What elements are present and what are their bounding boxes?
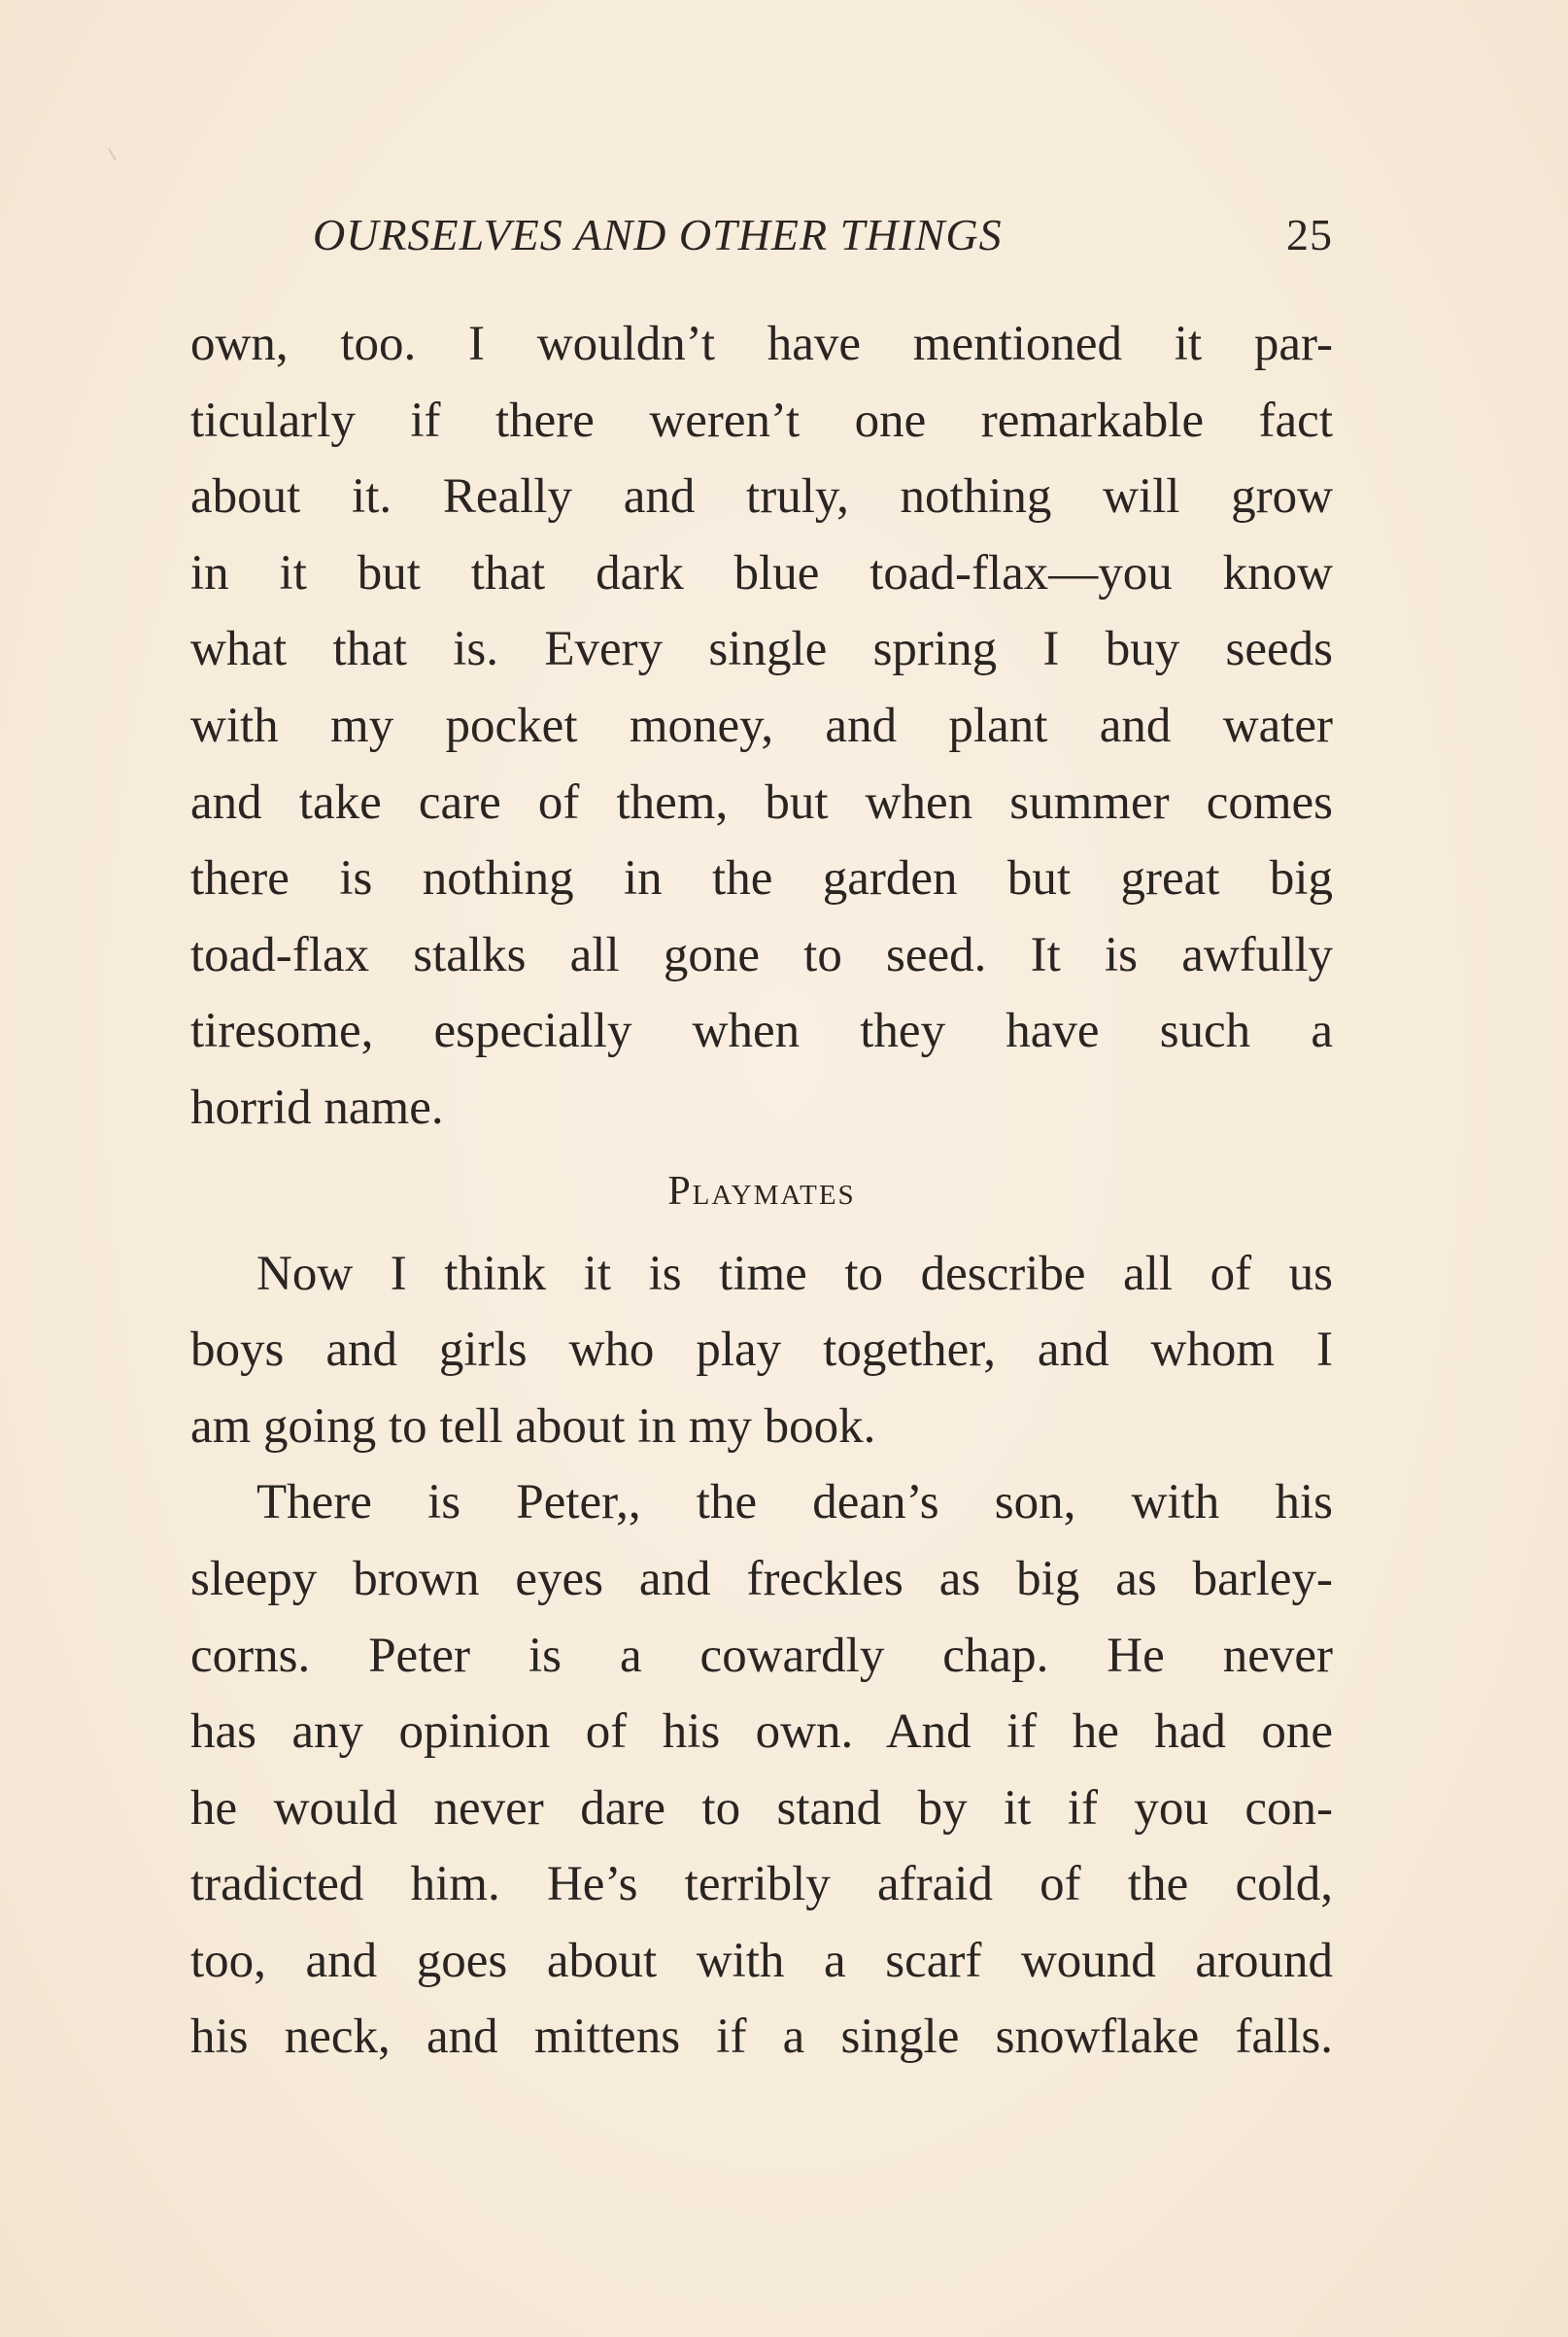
text-line: Now I think it is time to describe all of us xyxy=(256,1246,1333,1301)
text-line: tradicted him. He’s terribly afraid of the cold, xyxy=(190,1857,1333,1912)
paragraph-playmates-intro xyxy=(190,1236,1333,1465)
text-line: There is Peter,, the dean’s son, with his xyxy=(256,1475,1333,1530)
text-line: boys and girls who play together, and whom I xyxy=(190,1323,1333,1378)
paragraph-continued xyxy=(190,306,1333,1147)
text-line: am going to tell about in my book. xyxy=(190,1398,876,1454)
text-line: he would never dare to stand by it if you con- xyxy=(190,1780,1333,1836)
text-line: in it but that dark blue toad-flax—you know xyxy=(190,545,1333,601)
text-line: toad-flax stalks all gone to seed. It is awfully xyxy=(190,927,1333,982)
text-line: his neck, and mittens if a single snowflake falls. xyxy=(190,2010,1333,2065)
text-line: tiresome, especially when they have such a xyxy=(190,1004,1333,1059)
text-line: own, too. I wouldn’t have mentioned it par- xyxy=(190,317,1333,371)
section-heading: Playmates xyxy=(667,1168,856,1214)
text-line: horrid name. xyxy=(190,1080,444,1135)
text-line: about it. Really and truly, nothing will grow xyxy=(190,469,1333,525)
text-line: ticularly if there weren’t one remarkable fact xyxy=(190,393,1333,448)
running-title: OURSELVES AND OTHER THINGS xyxy=(313,210,1003,259)
text-line: and take care of them, but when summer comes xyxy=(190,774,1333,830)
text-line: with my pocket money, and plant and water xyxy=(190,698,1333,753)
text-line: sleepy brown eyes and freckles as big as barley- xyxy=(190,1551,1333,1606)
text-line: corns. Peter is a cowardly chap. He never xyxy=(190,1628,1333,1683)
text-block xyxy=(190,306,1333,2076)
page-blemish xyxy=(108,144,123,160)
text-line: there is nothing in the garden but great big xyxy=(190,851,1333,907)
running-head xyxy=(313,206,1333,264)
text-line: what that is. Every single spring I buy seeds xyxy=(190,622,1333,677)
page-number: 25 xyxy=(1286,210,1333,259)
text-line: too, and goes about with a scarf wound around xyxy=(190,1933,1333,1988)
paragraph-peter xyxy=(190,1464,1333,2076)
text-line: has any opinion of his own. And if he had one xyxy=(190,1704,1333,1760)
